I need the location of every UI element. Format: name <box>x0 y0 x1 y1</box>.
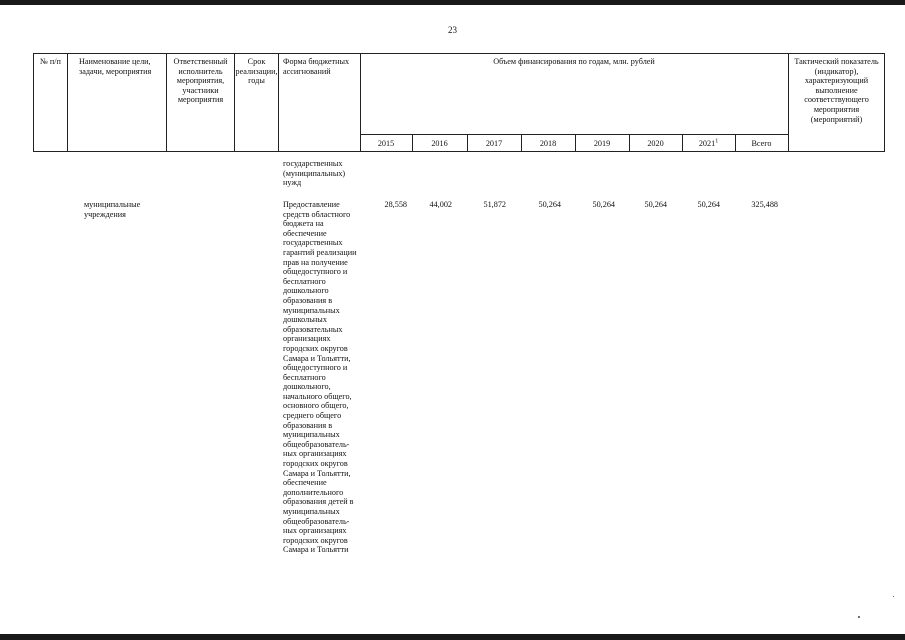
table-top-rule <box>33 53 884 54</box>
measure-description: Предоставление средств областного бюджета на обеспечение государственных гарантий реализации прав на получение общедоступного и бесплатного дошкольного образования в муниципальных дошкольных образовательных организациях городских округов Самара и Тольятти, общедоступного и бесплатного дошкольного, начального общего, основного общего, среднего общего образования в муниципальных общеобразователь-ных организациях городских округов Самара и Тольятти, обеспечение дополнительного образования детей в муниципальных общеобразователь-ных организациях городских округов Самара и Тольятти <box>283 200 357 555</box>
header-indicator: Тактический показатель (индикатор), характеризующий выполнение соответствующего мероприятия (мероприятий) <box>794 57 879 124</box>
year-2020: 2020 <box>647 139 664 148</box>
value-2019: 50,264 <box>592 200 615 209</box>
footnote-mark: 1 <box>715 138 719 145</box>
value-2017: 51,872 <box>483 200 506 209</box>
header-form: Форма бюджетных ассигнований <box>283 57 350 76</box>
value-2015: 28,558 <box>384 200 407 209</box>
continuation-text: государственных (муниципальных) нужд <box>283 159 346 188</box>
value-2018: 50,264 <box>538 200 561 209</box>
col-divider <box>33 53 34 152</box>
value-2021: 50,264 <box>697 200 720 209</box>
value-total: 325,488 <box>751 200 778 209</box>
year-2018: 2018 <box>539 139 557 148</box>
col-divider <box>884 53 885 152</box>
header-name: Наименование цели, задачи, мероприятия <box>79 57 152 76</box>
year-2016: 2016 <box>431 139 448 148</box>
year-2021 <box>682 139 735 149</box>
col-divider <box>360 53 361 152</box>
year-2021-label: 2021 <box>698 139 716 148</box>
year-2017: 2017 <box>485 139 503 148</box>
bottom-scan-border <box>0 634 905 640</box>
year-2015: 2015 <box>377 139 395 148</box>
year-total: Всего <box>751 139 772 148</box>
header-bottom-rule <box>33 151 884 152</box>
scan-speck <box>893 596 894 597</box>
header-responsible: Ответственный исполнитель мероприятия, участники мероприятия <box>173 57 228 105</box>
header-term: Срок реализации, годы <box>235 57 278 86</box>
header-num: № п/п <box>40 57 61 66</box>
scan-speck <box>858 616 860 618</box>
value-2016: 44,002 <box>429 200 452 209</box>
value-2020: 50,264 <box>644 200 667 209</box>
col-divider <box>67 53 68 152</box>
top-scan-border <box>0 0 905 5</box>
years-row-top-rule <box>360 134 788 135</box>
institution-label: муниципальные учреждения <box>84 200 141 219</box>
page-number: 23 <box>448 25 457 35</box>
header-financing: Объем финансирования по годам, млн. рублей <box>493 57 655 66</box>
year-2019: 2019 <box>593 139 611 148</box>
